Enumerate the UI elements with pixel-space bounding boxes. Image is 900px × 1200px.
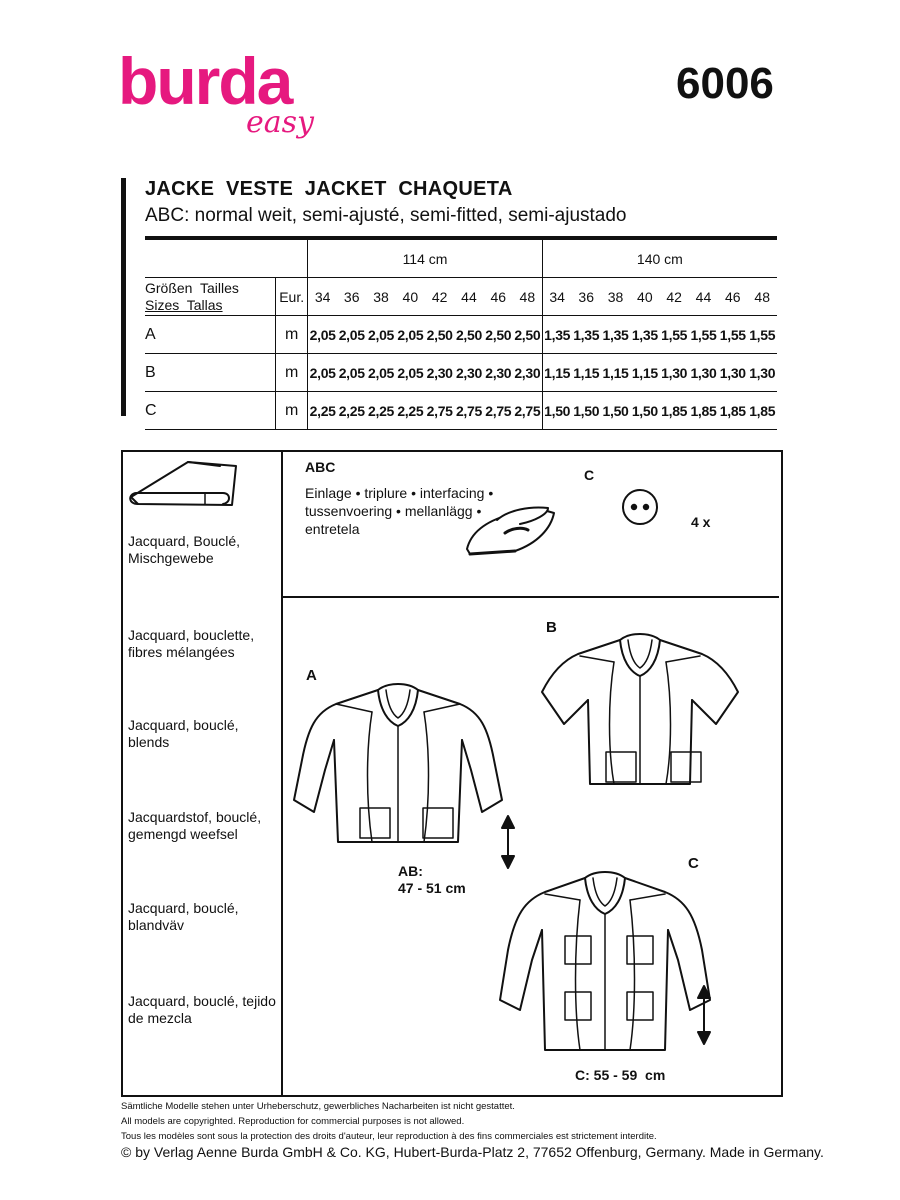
size-header-cell: 44 — [454, 278, 483, 316]
fabric-line: Jacquard, bouclé, — [128, 717, 239, 733]
footer-line-fr: Tous les modèles sont sous la protection des droits d'auteur, leur reproduction à des fins commerciales est strictement interdite. — [121, 1131, 657, 1142]
yardage-cell: 1,85 — [718, 392, 747, 430]
yardage-cell: 2,25 — [396, 392, 425, 430]
view-c-label: C — [688, 855, 699, 872]
width-114-header: 114 cm — [308, 238, 543, 278]
notions-line: Einlage • triplure • interfacing • — [305, 485, 494, 501]
button-icon — [623, 490, 657, 524]
fabric-line: blandväv — [128, 917, 185, 933]
yardage-cell: 2,75 — [484, 392, 513, 430]
yardage-cell: 1,85 — [747, 392, 777, 430]
yardage-cell: 1,85 — [660, 392, 689, 430]
yardage-cell: 2,30 — [484, 354, 513, 392]
view-a-drawing — [294, 684, 502, 842]
yardage-cell: 2,75 — [454, 392, 483, 430]
yardage-cell: 2,30 — [425, 354, 454, 392]
yardage-cell: 1,15 — [572, 354, 601, 392]
yardage-cell: 1,30 — [689, 354, 718, 392]
yardage-cell: 1,50 — [542, 392, 571, 430]
iron-icon — [467, 508, 554, 555]
yardage-cell: 1,15 — [630, 354, 659, 392]
yardage-cell: 2,30 — [454, 354, 483, 392]
unit-cell: m — [276, 354, 308, 392]
yardage-cell: 1,55 — [660, 316, 689, 354]
yardage-cell: 2,05 — [308, 354, 337, 392]
size-header-cell: 40 — [630, 278, 659, 316]
size-header-cell: 34 — [308, 278, 337, 316]
yardage-cell: 1,35 — [630, 316, 659, 354]
yardage-cell: 2,05 — [308, 316, 337, 354]
yardage-cell: 1,55 — [718, 316, 747, 354]
pattern-number: 6006 — [676, 59, 774, 108]
yardage-cell: 1,85 — [689, 392, 718, 430]
c-length: C: 55 - 59 cm — [575, 1067, 666, 1083]
yardage-cell: 1,50 — [630, 392, 659, 430]
size-header-cell: 48 — [747, 278, 777, 316]
sizes-header-line1: Größen Tailles — [145, 279, 239, 296]
view-row-label: B — [145, 354, 276, 392]
yardage-cell: 1,50 — [572, 392, 601, 430]
size-header-cell: 40 — [396, 278, 425, 316]
view-a-label: A — [306, 667, 317, 684]
brand-sub-logo: easy — [246, 105, 314, 140]
yardage-cell: 2,05 — [366, 354, 395, 392]
yardage-cell: 2,50 — [513, 316, 542, 354]
unit-cell: m — [276, 316, 308, 354]
size-header-cell: 34 — [542, 278, 571, 316]
footer-line-en: All models are copyrighted. Reproduction for commercial purposes is not allowed. — [121, 1116, 465, 1127]
yardage-cell: 2,25 — [337, 392, 366, 430]
yardage-cell: 2,50 — [454, 316, 483, 354]
yardage-cell: 1,35 — [542, 316, 571, 354]
yardage-cell: 2,30 — [513, 354, 542, 392]
yardage-cell: 2,50 — [425, 316, 454, 354]
yardage-cell: 2,50 — [484, 316, 513, 354]
yardage-cell: 1,35 — [572, 316, 601, 354]
yardage-cell: 2,05 — [366, 316, 395, 354]
fabric-line: Mischgewebe — [128, 550, 214, 566]
length-arrow-ab — [502, 816, 514, 868]
size-header-cell: 46 — [718, 278, 747, 316]
yardage-cell: 1,35 — [601, 316, 630, 354]
view-b-drawing — [542, 634, 738, 784]
fabric-line: Jacquard, Bouclé, — [128, 533, 241, 549]
yardage-cell: 2,75 — [513, 392, 542, 430]
yardage-cell: 2,25 — [366, 392, 395, 430]
yardage-cell: 1,30 — [660, 354, 689, 392]
size-header-cell: 46 — [484, 278, 513, 316]
yardage-cell: 2,05 — [396, 354, 425, 392]
view-c-drawing — [500, 872, 710, 1050]
size-header-cell: 36 — [572, 278, 601, 316]
yardage-cell: 1,15 — [601, 354, 630, 392]
size-header-cell: 36 — [337, 278, 366, 316]
eur-label: Eur. — [276, 278, 308, 316]
fabric-line: fibres mélangées — [128, 644, 235, 660]
button-quantity: 4 x — [691, 514, 711, 530]
view-row-label: A — [145, 316, 276, 354]
size-header-cell: 44 — [689, 278, 718, 316]
copyright: © by Verlag Aenne Burda GmbH & Co. KG, Hubert-Burda-Platz 2, 77652 Offenburg, Germany. Made in Germany. — [121, 1144, 824, 1160]
page-title: JACKE VESTE JACKET CHAQUETA — [145, 178, 513, 200]
button-view-label: C — [584, 467, 595, 483]
size-header-cell: 42 — [425, 278, 454, 316]
fabric-line: Jacquard, bouclé, — [128, 900, 239, 916]
yardage-cell: 1,15 — [542, 354, 571, 392]
notions-line: entretela — [305, 521, 360, 537]
yardage-cell: 2,05 — [337, 354, 366, 392]
fabric-line: Jacquardstof, bouclé, — [128, 809, 262, 825]
yardage-cell: 1,30 — [747, 354, 777, 392]
view-b-label: B — [546, 619, 557, 636]
yardage-cell: 1,30 — [718, 354, 747, 392]
sizes-header-line2: Sizes Tallas — [145, 296, 223, 313]
fabric-line: blends — [128, 734, 170, 750]
fabric-line: Jacquard, bouclette, — [128, 627, 255, 643]
notions-title: ABC — [305, 459, 336, 475]
size-header-cell: 42 — [660, 278, 689, 316]
page-subtitle: ABC: normal weit, semi-ajusté, semi-fitted, semi-ajustado — [145, 205, 627, 226]
yardage-cell: 2,75 — [425, 392, 454, 430]
ab-length-label: AB: — [398, 863, 423, 879]
size-header-cell: 48 — [513, 278, 542, 316]
yardage-cell: 1,55 — [689, 316, 718, 354]
width-140-header: 140 cm — [542, 238, 777, 278]
footer-line-de: Sämtliche Modelle stehen unter Urheberschutz, gewerbliches Nacharbeiten ist nicht gestattet. — [121, 1101, 515, 1112]
fabric-bolt-icon — [130, 462, 236, 505]
unit-cell: m — [276, 392, 308, 430]
fabric-line: de mezcla — [128, 1010, 192, 1026]
view-row-label: C — [145, 392, 276, 430]
brand-logo: burda — [118, 44, 292, 118]
notions-line: tussenvoering • mellanlägg • — [305, 503, 482, 519]
yardage-cell: 1,50 — [601, 392, 630, 430]
size-header-cell: 38 — [601, 278, 630, 316]
yardage-cell: 2,05 — [396, 316, 425, 354]
fabric-line: Jacquard, bouclé, tejido — [128, 993, 276, 1009]
fabric-line: gemengd weefsel — [128, 826, 238, 842]
size-header-cell: 38 — [366, 278, 395, 316]
yardage-cell: 2,05 — [337, 316, 366, 354]
yardage-cell: 2,25 — [308, 392, 337, 430]
ab-length-value: 47 - 51 cm — [398, 880, 466, 896]
yardage-cell: 1,55 — [747, 316, 777, 354]
